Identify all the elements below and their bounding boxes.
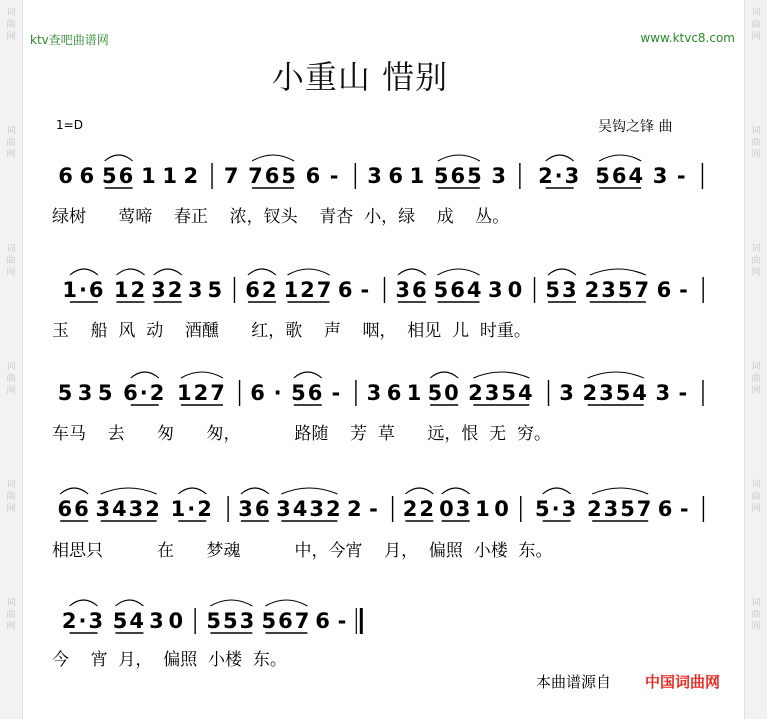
- note-group: 2357: [584, 278, 652, 302]
- watermark-glyph: 网: [6, 386, 16, 396]
- slur-arc: [473, 372, 529, 378]
- watermark-glyph: 曲: [6, 138, 16, 148]
- note-group: 2: [183, 164, 201, 188]
- note-group: 127: [283, 278, 334, 302]
- watermark-glyph: 网: [6, 32, 16, 42]
- lyric-line-2: 玉 船 风 动 酒醺 红，歌 声 咽， 相见 儿 时重。: [52, 321, 531, 341]
- watermark-glyph: 曲: [751, 138, 761, 148]
- note-group: 553: [206, 609, 257, 633]
- watermark-glyph: 网: [751, 386, 761, 396]
- note-group: 2354: [468, 381, 535, 405]
- note-group: 3: [77, 381, 95, 405]
- watermark-glyph: 网: [6, 150, 16, 160]
- note-group: 36: [238, 497, 272, 521]
- note-group: 0: [494, 497, 511, 521]
- watermark-glyph: 网: [6, 504, 16, 514]
- note-group: 5·3: [535, 497, 579, 521]
- note-group: 0: [168, 609, 186, 633]
- slur-arc: [178, 488, 206, 494]
- note-group: 5: [57, 381, 75, 405]
- note-group: 3: [187, 278, 205, 302]
- watermark-glyph: 词: [751, 244, 761, 254]
- watermark-glyph: 网: [751, 504, 761, 514]
- note-group: -: [329, 164, 341, 188]
- watermark-glyph: 词: [6, 8, 16, 18]
- note-group: 3: [491, 164, 509, 188]
- brand-logo[interactable]: 中国词曲网: [645, 673, 721, 691]
- note-group: 567: [261, 609, 312, 633]
- note-group: 6: [315, 609, 332, 633]
- slur-arc: [117, 269, 145, 275]
- note-group: 03: [439, 497, 473, 521]
- watermark-glyph: 词: [6, 126, 16, 136]
- key-signature: 1=D: [56, 118, 83, 132]
- note-group: 1: [162, 164, 179, 188]
- slur-arc: [154, 269, 182, 275]
- note-group: ·: [273, 381, 284, 405]
- watermark-glyph: 曲: [751, 256, 761, 266]
- note-group: -: [337, 609, 349, 633]
- slur-arc: [588, 372, 644, 378]
- slur-arc: [181, 372, 223, 378]
- slur-arc: [590, 269, 646, 275]
- site-url-right[interactable]: www.ktvc8.com: [640, 31, 735, 45]
- slur-arc: [131, 372, 159, 378]
- note-group: 3: [487, 278, 505, 302]
- note-group: 5: [97, 381, 115, 405]
- note-group: -: [676, 164, 688, 188]
- note-group: -: [678, 381, 690, 405]
- note-group: 6: [337, 278, 355, 302]
- note-group: 3: [559, 381, 576, 405]
- note-group: 1·2: [170, 497, 214, 521]
- note-group: 2·3: [61, 609, 106, 633]
- note-group: 6·2: [123, 381, 167, 405]
- note-group: 22: [402, 497, 436, 521]
- watermark-glyph: 网: [751, 622, 761, 632]
- note-group: 6: [657, 497, 675, 521]
- note-group: 12: [113, 278, 148, 302]
- watermark-glyph: 曲: [751, 610, 761, 620]
- watermark-glyph: 词: [751, 598, 761, 608]
- note-group: 3: [366, 381, 384, 405]
- note-group: 765: [248, 164, 298, 188]
- watermark-glyph: 词: [751, 362, 761, 372]
- note-group: 36: [395, 278, 429, 302]
- watermark-glyph: 曲: [751, 492, 761, 502]
- note-group: 6: [656, 278, 674, 302]
- watermark-glyph: 曲: [6, 256, 16, 266]
- note-group: 565: [433, 164, 484, 188]
- slur-arc: [60, 488, 88, 494]
- note-group: 1: [475, 497, 492, 521]
- watermark-glyph: 词: [6, 362, 16, 372]
- note-group: 3: [367, 164, 384, 188]
- note-group: 6: [305, 164, 323, 188]
- note-group: 2: [346, 497, 364, 521]
- slur-arc: [294, 372, 322, 378]
- slur-arc: [265, 600, 307, 606]
- watermark-glyph: 曲: [6, 492, 16, 502]
- watermark-glyph: 词: [751, 480, 761, 490]
- note-group: -: [369, 497, 380, 521]
- slur-arc: [546, 155, 574, 161]
- slur-arc: [438, 155, 480, 161]
- slur-arc: [70, 600, 98, 606]
- site-name-left[interactable]: ktv查吧曲谱网: [30, 33, 109, 47]
- watermark-glyph: 网: [751, 32, 761, 42]
- watermark-glyph: 曲: [6, 374, 16, 384]
- note-group: 62: [245, 278, 279, 302]
- note-group: 1·6: [62, 278, 106, 302]
- note-group: 6: [386, 381, 404, 405]
- slur-arc: [287, 269, 329, 275]
- note-group: -: [331, 381, 343, 405]
- slur-arc: [398, 269, 426, 275]
- watermark-glyph: 网: [6, 622, 16, 632]
- note-group: 56: [102, 164, 136, 188]
- slur-arc: [438, 269, 480, 275]
- lyric-line-4: 相思只 在 梦魂 中，今宵 月， 偏照 小楼 东。: [52, 541, 553, 561]
- watermark-glyph: 词: [751, 8, 761, 18]
- note-group: 3: [149, 609, 166, 633]
- watermark-glyph: 网: [751, 268, 761, 278]
- note-group: -: [679, 497, 691, 521]
- note-group: 5: [207, 278, 225, 302]
- watermark-glyph: 词: [6, 480, 16, 490]
- slur-arc: [101, 488, 157, 494]
- note-group: 3: [652, 164, 670, 188]
- slur-arc: [442, 488, 470, 494]
- slur-arc: [592, 488, 648, 494]
- note-group: 564: [433, 278, 484, 302]
- note-group: 6: [79, 164, 97, 188]
- note-group: 66: [57, 497, 91, 521]
- note-group: 1: [141, 164, 158, 188]
- lyric-line-5: 今 宵 月， 偏照 小楼 东。: [52, 650, 287, 670]
- slur-arc: [241, 488, 269, 494]
- slur-arc: [70, 269, 98, 275]
- slur-arc: [548, 269, 576, 275]
- watermark-glyph: 词: [6, 598, 16, 608]
- note-group: 0: [507, 278, 525, 302]
- slur-arc: [430, 372, 458, 378]
- note-group: 50: [427, 381, 461, 405]
- note-group: 1: [409, 164, 427, 188]
- note-group: 56: [291, 381, 325, 405]
- note-group: 564: [595, 164, 646, 188]
- note-group: -: [360, 278, 372, 302]
- slur-arc: [543, 488, 571, 494]
- watermark-glyph: 网: [751, 150, 761, 160]
- watermark-glyph: 词: [751, 126, 761, 136]
- note-group: 7: [223, 164, 241, 188]
- slur-arc: [252, 155, 294, 161]
- slur-arc: [210, 600, 252, 606]
- note-group: 3: [655, 381, 673, 405]
- watermark-glyph: 曲: [6, 20, 16, 30]
- note-group: 6: [58, 164, 75, 188]
- watermark-glyph: 网: [6, 268, 16, 278]
- watermark-glyph: 曲: [751, 20, 761, 30]
- slur-arc: [115, 600, 143, 606]
- slur-arc: [281, 488, 337, 494]
- composer-credit: 吴钩之锋 曲: [598, 119, 673, 135]
- note-group: 3432: [276, 497, 343, 521]
- lyric-line-1: 绿树 莺啼 春正 浓，钗头 青杏 小，绿 成 丛。: [52, 207, 510, 227]
- song-title: 小重山 惜别: [271, 58, 449, 96]
- note-group: -: [679, 278, 690, 302]
- lyric-line-3: 车马 去 匆 匆， 路随 芳 草 远，恨 无 穷。: [52, 424, 551, 444]
- slur-arc: [405, 488, 433, 494]
- note-group: 127: [177, 381, 227, 405]
- note-group: 6: [388, 164, 406, 188]
- note-group: 2357: [586, 497, 654, 521]
- slur-arc: [248, 269, 276, 275]
- note-group: 54: [112, 609, 147, 633]
- note-group: 3432: [95, 497, 162, 521]
- watermark-glyph: 曲: [751, 374, 761, 384]
- source-label: 本曲谱源自: [536, 673, 612, 691]
- slur-arc: [105, 155, 133, 161]
- slur-arc: [599, 155, 641, 161]
- watermark-glyph: 曲: [6, 610, 16, 620]
- note-group: 6: [250, 381, 267, 405]
- note-group: 2354: [582, 381, 649, 405]
- watermark-glyph: 词: [6, 244, 16, 254]
- note-group: 32: [151, 278, 185, 302]
- note-group: 53: [545, 278, 579, 302]
- note-group: 1: [406, 381, 424, 405]
- note-group: 2·3: [538, 164, 582, 188]
